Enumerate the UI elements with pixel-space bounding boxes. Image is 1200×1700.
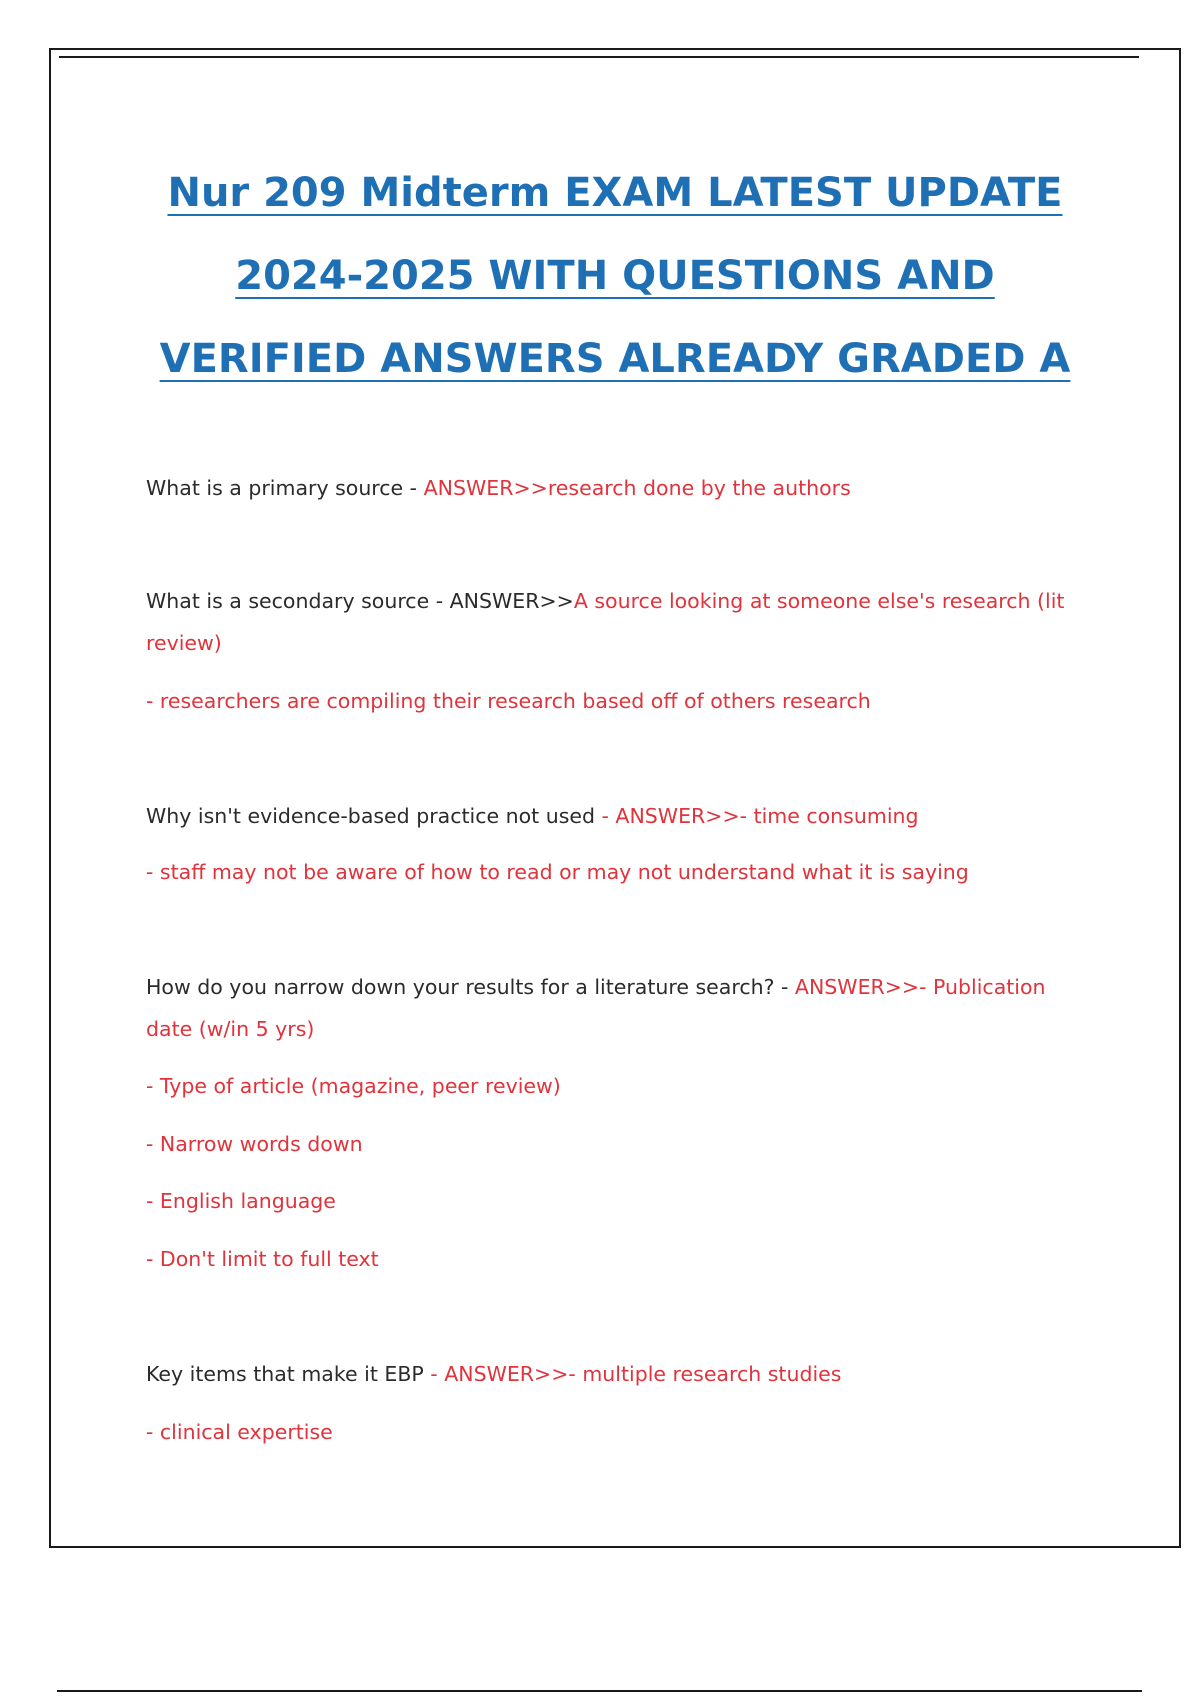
page-frame — [49, 48, 1181, 1548]
qa-3-answer-label: - ANSWER>> — [601, 804, 740, 828]
qa-4-answer-label: ANSWER>> — [794, 975, 920, 999]
qa-1-line-1 — [146, 474, 1106, 502]
qa-2-line-2: review) — [146, 631, 222, 655]
qa-2-line-3: - researchers are compiling their research based off of others research — [146, 689, 871, 713]
qa-5-answer-label: - ANSWER>> — [430, 1362, 569, 1386]
title-line-2: 2024-2025 WITH QUESTIONS AND — [235, 253, 995, 299]
title-line-3: VERIFIED ANSWERS ALREADY GRADED A — [159, 336, 1071, 382]
qa-2-question: What is a secondary source - ANSWER>> — [146, 589, 574, 613]
qa-5-line-1 — [146, 1360, 1106, 1388]
qa-4-line-5: - English language — [146, 1189, 336, 1213]
qa-3-question: Why isn't evidence-based practice not used — [146, 804, 602, 828]
qa-1-answer-label: ANSWER>> — [423, 476, 548, 500]
qa-4-line-1 — [146, 973, 1106, 1001]
qa-2-answer: A source looking at someone else's research (lit — [573, 589, 1065, 613]
qa-4-line-6: - Don't limit to full text — [146, 1247, 379, 1271]
qa-3-answer: - time consuming — [739, 804, 919, 828]
top-rule — [59, 56, 1139, 58]
bottom-rule — [57, 1690, 1142, 1692]
qa-4-line-4: - Narrow words down — [146, 1132, 363, 1156]
qa-5-answer: - multiple research studies — [568, 1362, 842, 1386]
document-title — [51, 158, 1179, 407]
qa-3-line-2: - staff may not be aware of how to read or may not understand what it is saying — [146, 860, 969, 884]
qa-4-answer: - Publication — [919, 975, 1046, 999]
qa-4-line-3: - Type of article (magazine, peer review) — [146, 1074, 561, 1098]
qa-4-question: How do you narrow down your results for a literature search? - — [146, 975, 795, 999]
qa-5-line-2: - clinical expertise — [146, 1420, 333, 1444]
qa-1-question: What is a primary source - — [146, 476, 424, 500]
qa-4-line-2: date (w/in 5 yrs) — [146, 1017, 315, 1041]
qa-1-answer: research done by the authors — [547, 476, 851, 500]
qa-2-line-1 — [146, 587, 1106, 615]
title-line-1: Nur 209 Midterm EXAM LATEST UPDATE — [167, 170, 1063, 216]
qa-3-line-1 — [146, 802, 1106, 830]
qa-5-question: Key items that make it EBP — [146, 1362, 431, 1386]
